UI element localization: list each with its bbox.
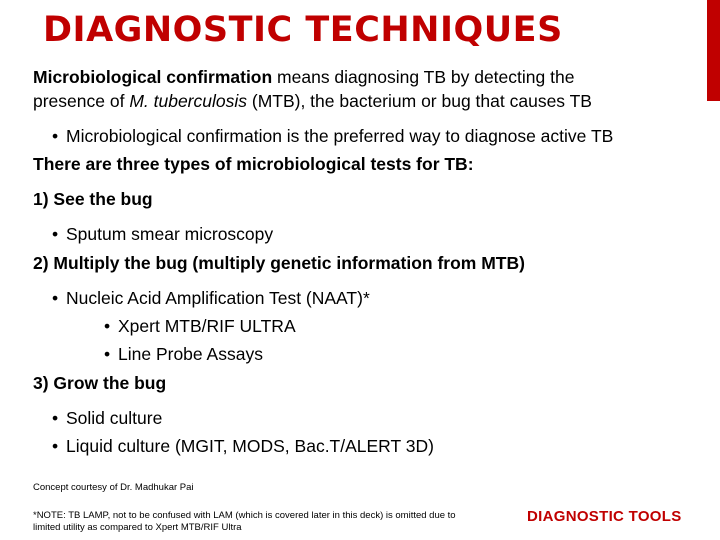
section-3-item-2 [52, 435, 434, 457]
section-2-subitem-1 [104, 315, 296, 337]
credit-note: Concept courtesy of Dr. Madhukar Pai [33, 482, 194, 493]
footer-label: DIAGNOSTIC TOOLS [527, 508, 682, 525]
section-2-subitem-2-text: Line Probe Assays [118, 344, 263, 364]
bullet-icon: • [52, 436, 59, 456]
intro-bullet [52, 125, 613, 147]
bullet-icon: • [52, 126, 59, 146]
footnote [33, 510, 493, 534]
section-1-item [52, 223, 273, 245]
intro-text-2a: presence of [33, 91, 130, 111]
section-3-heading: 3) Grow the bug [33, 373, 167, 393]
intro-text-2b: (MTB), the bacterium or bug that causes TB [247, 91, 592, 111]
intro-italic: M. tuberculosis [129, 91, 247, 111]
types-heading: There are three types of microbiological tests for TB: [33, 154, 474, 174]
section-2-heading: 2) Multiply the bug (multiply genetic information from MTB) [33, 253, 525, 273]
intro-text-1: means diagnosing TB by detecting the [272, 67, 575, 87]
section-2-subitem-2 [104, 343, 263, 365]
section-2-item-text: Nucleic Acid Amplification Test (NAAT)* [66, 288, 370, 308]
section-1-heading: 1) See the bug [33, 189, 153, 209]
accent-bar [707, 0, 720, 101]
section-1-item-text: Sputum smear microscopy [66, 224, 274, 244]
intro-line-1 [33, 66, 574, 88]
intro-line-2 [33, 90, 592, 112]
bullet-icon: • [104, 316, 111, 336]
section-2-item [52, 287, 370, 309]
footnote-line-1: *NOTE: TB LAMP, not to be confused with LAM (which is covered later in this deck) is omitted due to [33, 510, 456, 521]
slide-title: DIAGNOSTIC TECHNIQUES [43, 10, 563, 50]
section-3-item-1-text: Solid culture [66, 408, 163, 428]
footnote-line-2: limited utility as compared to Xpert MTB/RIF Ultra [33, 522, 242, 533]
bullet-icon: • [52, 288, 59, 308]
section-2-subitem-1-text: Xpert MTB/RIF ULTRA [118, 316, 296, 336]
bullet-icon: • [52, 408, 59, 428]
section-3-item-2-text: Liquid culture (MGIT, MODS, Bac.T/ALERT 3D) [66, 436, 434, 456]
intro-bullet-text: Microbiological confirmation is the preferred way to diagnose active TB [66, 126, 614, 146]
intro-bold: Microbiological confirmation [33, 67, 273, 87]
section-3-item-1 [52, 407, 162, 429]
bullet-icon: • [52, 224, 59, 244]
bullet-icon: • [104, 344, 111, 364]
